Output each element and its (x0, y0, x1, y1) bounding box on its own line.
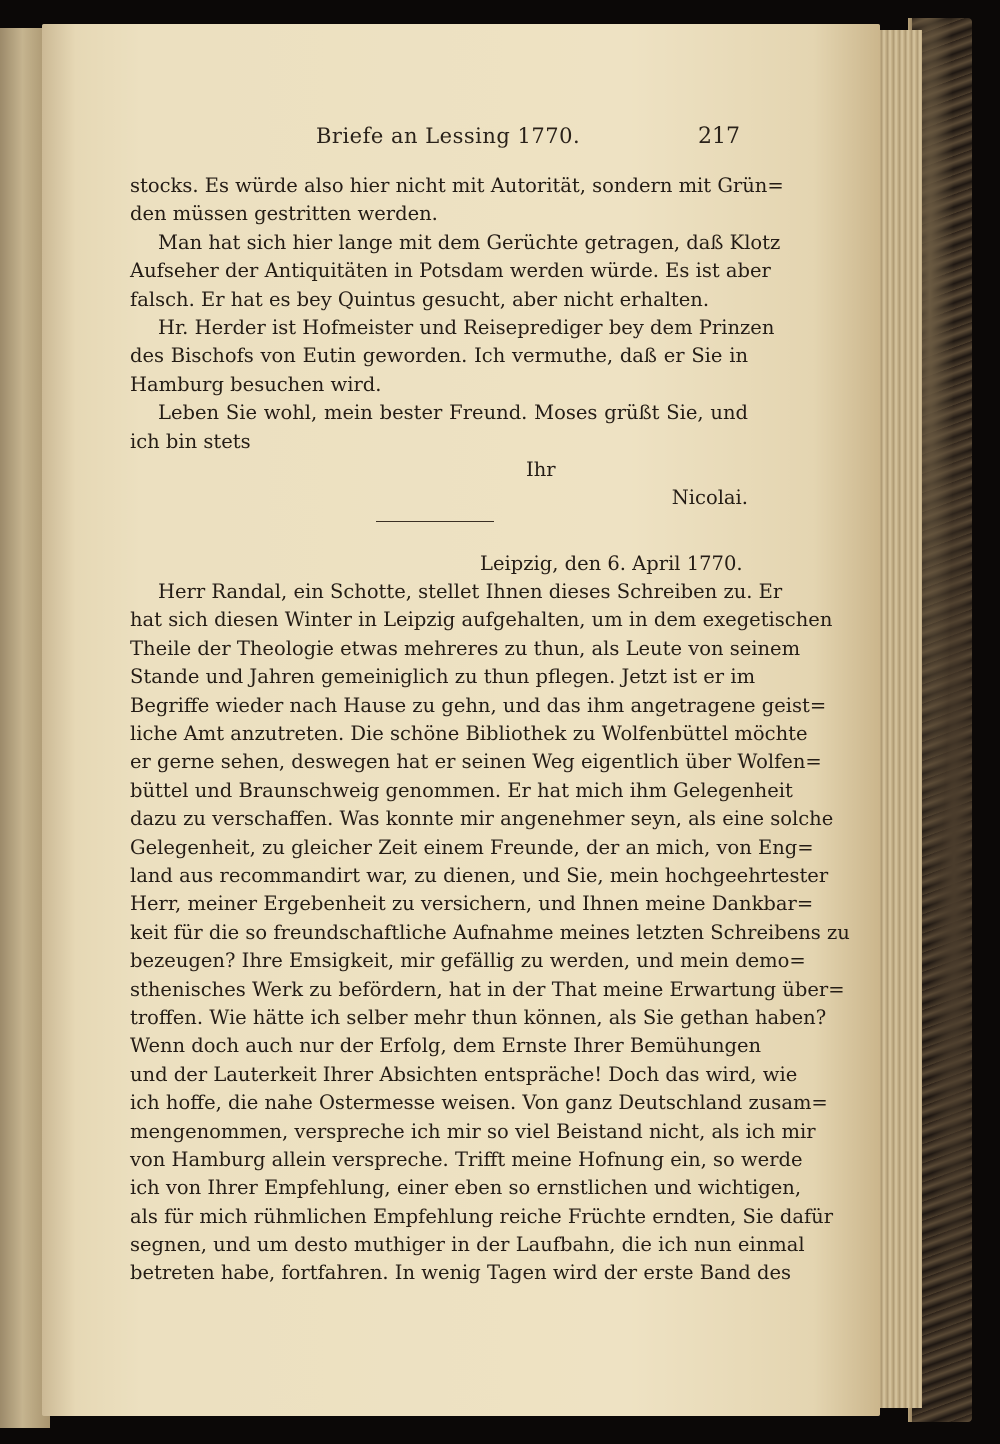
letter-signature: Nicolai. (671, 486, 748, 510)
running-title: Briefe an Lessing 1770. (316, 124, 581, 148)
text-line: und der Lauterkeit Ihrer Absichten entspräche! Doch das wird, wie (130, 1062, 798, 1086)
text-line: dazu zu verschaffen. Was konnte mir angenehmer seyn, als eine solche (130, 807, 834, 831)
text-line: von Hamburg allein verspreche. Trifft meine Hofnung ein, so werde (130, 1147, 803, 1171)
text-line: keit für die so freundschaftliche Aufnahme meines letzten Schreibens zu (130, 920, 850, 944)
text-line: Gelegenheit, zu gleicher Zeit einem Freunde, der an mich, von Eng= (130, 835, 814, 859)
text-line: mengenommen, verspreche ich mir so viel Beistand nicht, als ich mir (130, 1119, 816, 1143)
text-line: Man hat sich hier lange mit dem Gerüchte getragen, daß Klotz (158, 230, 781, 254)
text-line: falsch. Er hat es bey Quintus gesucht, aber nicht erhalten. (130, 287, 710, 311)
text-line: sthenisches Werk zu befördern, hat in der That meine Erwartung über= (130, 977, 845, 1001)
text-line: Herr Randal, ein Schotte, stellet Ihnen dieses Schreiben zu. Er (158, 580, 783, 604)
text-line: bezeugen? Ihre Emsigkeit, mir gefällig zu werden, und mein demo= (130, 949, 806, 973)
text-line: Herr, meiner Ergebenheit zu versichern, und Ihnen meine Dankbar= (130, 892, 814, 916)
text-line: Hr. Herder ist Hofmeister und Reiseprediger bey dem Prinzen (158, 315, 775, 339)
text-line: Hamburg besuchen wird. (130, 372, 382, 396)
text-line: Leben Sie wohl, mein bester Freund. Moses grüßt Sie, und (158, 401, 748, 425)
text-line: land aus recommandirt war, zu dienen, und Sie, mein hochgeehrtester (130, 863, 829, 887)
text-line: Theile der Theologie etwas mehreres zu thun, als Leute von seinem (130, 636, 801, 660)
text-line: troffen. Wie hätte ich selber mehr thun können, als Sie gethan haben? (130, 1005, 827, 1029)
page-text (130, 172, 850, 1288)
text-line: stocks. Es würde also hier nicht mit Autorität, sondern mit Grün= (130, 174, 784, 197)
letter-date: Leipzig, den 6. April 1770. (480, 551, 743, 575)
text-line: ich hoffe, die nahe Ostermesse weisen. Von ganz Deutschland zusam= (130, 1091, 828, 1115)
text-line: Stande und Jahren gemeiniglich zu thun pflegen. Jetzt ist er im (130, 665, 756, 689)
text-line: ich bin stets (130, 429, 251, 453)
text-line: hat sich diesen Winter in Leipzig aufgehalten, um in dem exegetischen (130, 608, 833, 632)
text-line: liche Amt anzutreten. Die schöne Bibliothek zu Wolfenbüttel möchte (130, 722, 808, 746)
text-line: betreten habe, fortfahren. In wenig Tagen wird der erste Band des (130, 1261, 792, 1285)
text-line: Begriffe wieder nach Hause zu gehn, und das ihm angetragene geist= (130, 693, 827, 717)
text-line: büttel und Braunschweig genommen. Er hat mich ihm Gelegenheit (130, 778, 793, 802)
text-line: als für mich rühmlichen Empfehlung reiche Früchte erndten, Sie dafür (130, 1204, 834, 1228)
letter-closing: Ihr (526, 457, 556, 481)
text-line: ich von Ihrer Empfehlung, einer eben so ernstlichen und wichtigen, (130, 1176, 802, 1200)
text-line: Wenn doch auch nur der Erfolg, dem Ernste Ihrer Bemühungen (130, 1034, 762, 1058)
page-number: 217 (698, 124, 740, 149)
section-divider (376, 521, 494, 522)
text-line: segnen, und um desto muthiger in der Laufbahn, die ich nun einmal (130, 1233, 805, 1257)
text-line: den müssen gestritten werden. (130, 202, 438, 226)
page-header (130, 124, 740, 160)
text-line: er gerne sehen, deswegen hat er seinen Weg eigentlich über Wolfen= (130, 750, 822, 774)
text-line: Aufseher der Antiquitäten in Potsdam werden würde. Es ist aber (130, 259, 771, 283)
text-line: des Bischofs von Eutin geworden. Ich vermuthe, daß er Sie in (130, 344, 748, 368)
